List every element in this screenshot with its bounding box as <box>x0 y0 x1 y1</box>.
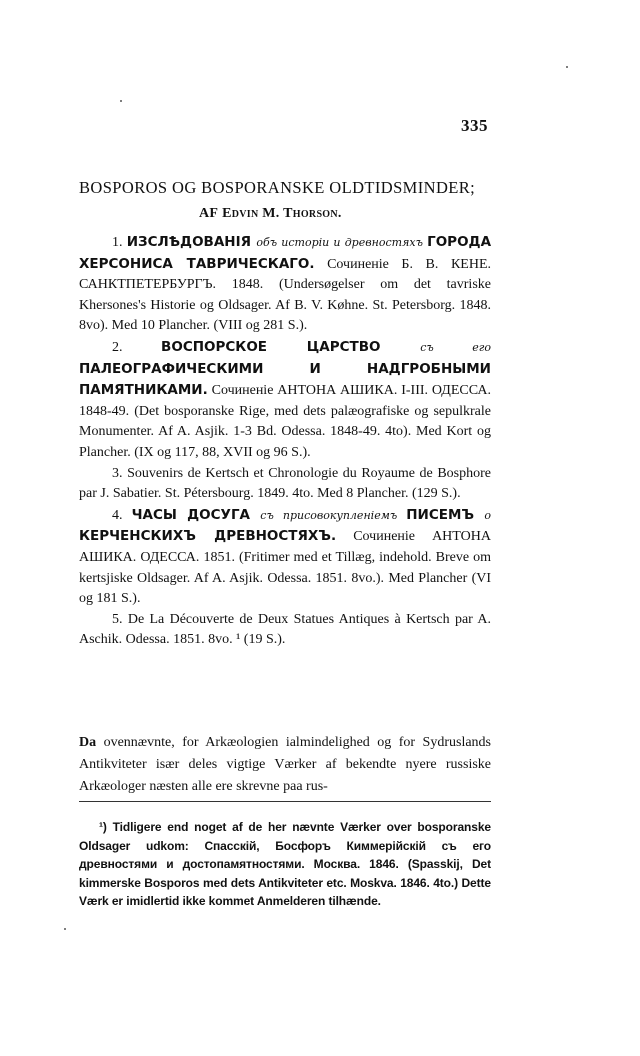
author-name: Edvin M. Thorson. <box>222 206 342 221</box>
entry-text: съ его <box>420 340 491 354</box>
entry-text: ИЗСЛѢДОВАНІЯ <box>126 234 257 250</box>
entry-text: Сочиненіе АНТОНА АШИКА. I-III. ОДЕССА. 1848-49. (Det bosporanske Rige, med dets palæografiske og sepulkrale Monumenter. Af A. Asjik. 1-3 Bd. Odessa. 1848-49. 4to). Med Kort og Plancher. (IX og 117, 88, XVII og 96 S.). <box>79 383 491 460</box>
entry-text: Сочиненіе Б. В. КЕНЕ. САНКТПЕТЕРБУРГЪ. 1848. (Undersøgelser om det tavriske Khersones's Historie og Oldsager. Af B. V. Køhne. St. Petersborg. 1848. 8vo). Med 10 Plancher. (VIII og 281 S.). <box>79 256 491 334</box>
scan-speck <box>64 928 66 930</box>
entry-text: ВОСПОРСКОЕ ЦАРСТВО <box>161 338 421 355</box>
author-prefix: AF <box>199 206 219 221</box>
entry-text: 5. De La Découverte de Deux Statues Antiques à Kertsch par A. Aschik. Odessa. 1851. 8vo. ¹ (19 S.). <box>79 611 491 648</box>
author-line <box>199 206 342 222</box>
chapter-title: BOSPOROS OG BOSPORANSKE OLDTIDSMINDER; <box>79 178 476 197</box>
bibliography-entry <box>79 232 491 337</box>
entry-text: КЕРЧЕНСКИХЪ ДРЕВНОСТЯХЪ. <box>79 528 337 545</box>
page-number: 335 <box>461 116 488 135</box>
body-paragraph <box>79 732 491 798</box>
entry-text: съ присовокупленіемъ <box>260 508 407 522</box>
entry-text: 1. <box>112 235 127 250</box>
paragraph-lead-word: Da <box>79 735 97 750</box>
bibliography-entry <box>79 610 491 651</box>
scan-speck <box>120 100 122 102</box>
footnote: ¹) Tidligere end noget af de her nævnte Værker over bosporanske Oldsager udkom: Спасскій, Босфоръ Киммерійскій съ его древностями и достопамятностями. Москва. 1846. (Spasskij, Det kimmerske Bosporos med dets Antikviteter etc. Moskva. 1846. 4to.) Dette Værk er imidlertid ikke kommet Anmelderen tilhænde. <box>79 820 491 908</box>
bibliography-entry <box>79 337 491 464</box>
bibliography-list <box>79 232 491 651</box>
entry-text: ЧАСЫ ДОСУГА <box>131 506 261 523</box>
bibliography-entry <box>79 464 491 505</box>
entry-text: ПИСЕМЪ <box>406 506 485 523</box>
scan-speck <box>566 66 568 68</box>
bibliography-entry <box>79 505 491 610</box>
entry-text: 4. <box>112 507 132 523</box>
footnote-rule <box>79 801 491 802</box>
entry-text: 2. <box>112 339 162 355</box>
entry-text: 3. Souvenirs de Kertsch et Chronologie du Royaume de Bosphore par J. Sabatier. St. Pétersbourg. 1849. 4to. Med 8 Plancher. (129 S.). <box>79 465 491 502</box>
entry-text: о <box>484 508 492 522</box>
entry-text: ГОРОДА ХЕРСОНИСА ТАВРИЧЕСКАГО. <box>79 234 492 272</box>
entry-text: Сочиненіе АНТОНА АШИКА. ОДЕССА. 1851. (Fritimer med et Tillæg, indehold. Breve om kertsjiske Oldsager. Af A. Asjik. Odessa. 1851. 8vo.). Med Plancher (VI og 181 S.). <box>79 529 491 607</box>
paragraph-text: ovennævnte, for Arkæologien ialmindelighed og for Sydruslands Antikviteter især deles vigtige Værker af bekendte nyere russiske Arkæologer næsten alle ere skrevne paa rus- <box>79 735 491 794</box>
entry-text: объ исторіи и древностяхъ <box>256 236 428 249</box>
entry-text: ПАЛЕОГРАФИЧЕСКИМИ И НАДГРОБНЫМИ ПАМЯТНИКАМИ. <box>79 360 491 399</box>
